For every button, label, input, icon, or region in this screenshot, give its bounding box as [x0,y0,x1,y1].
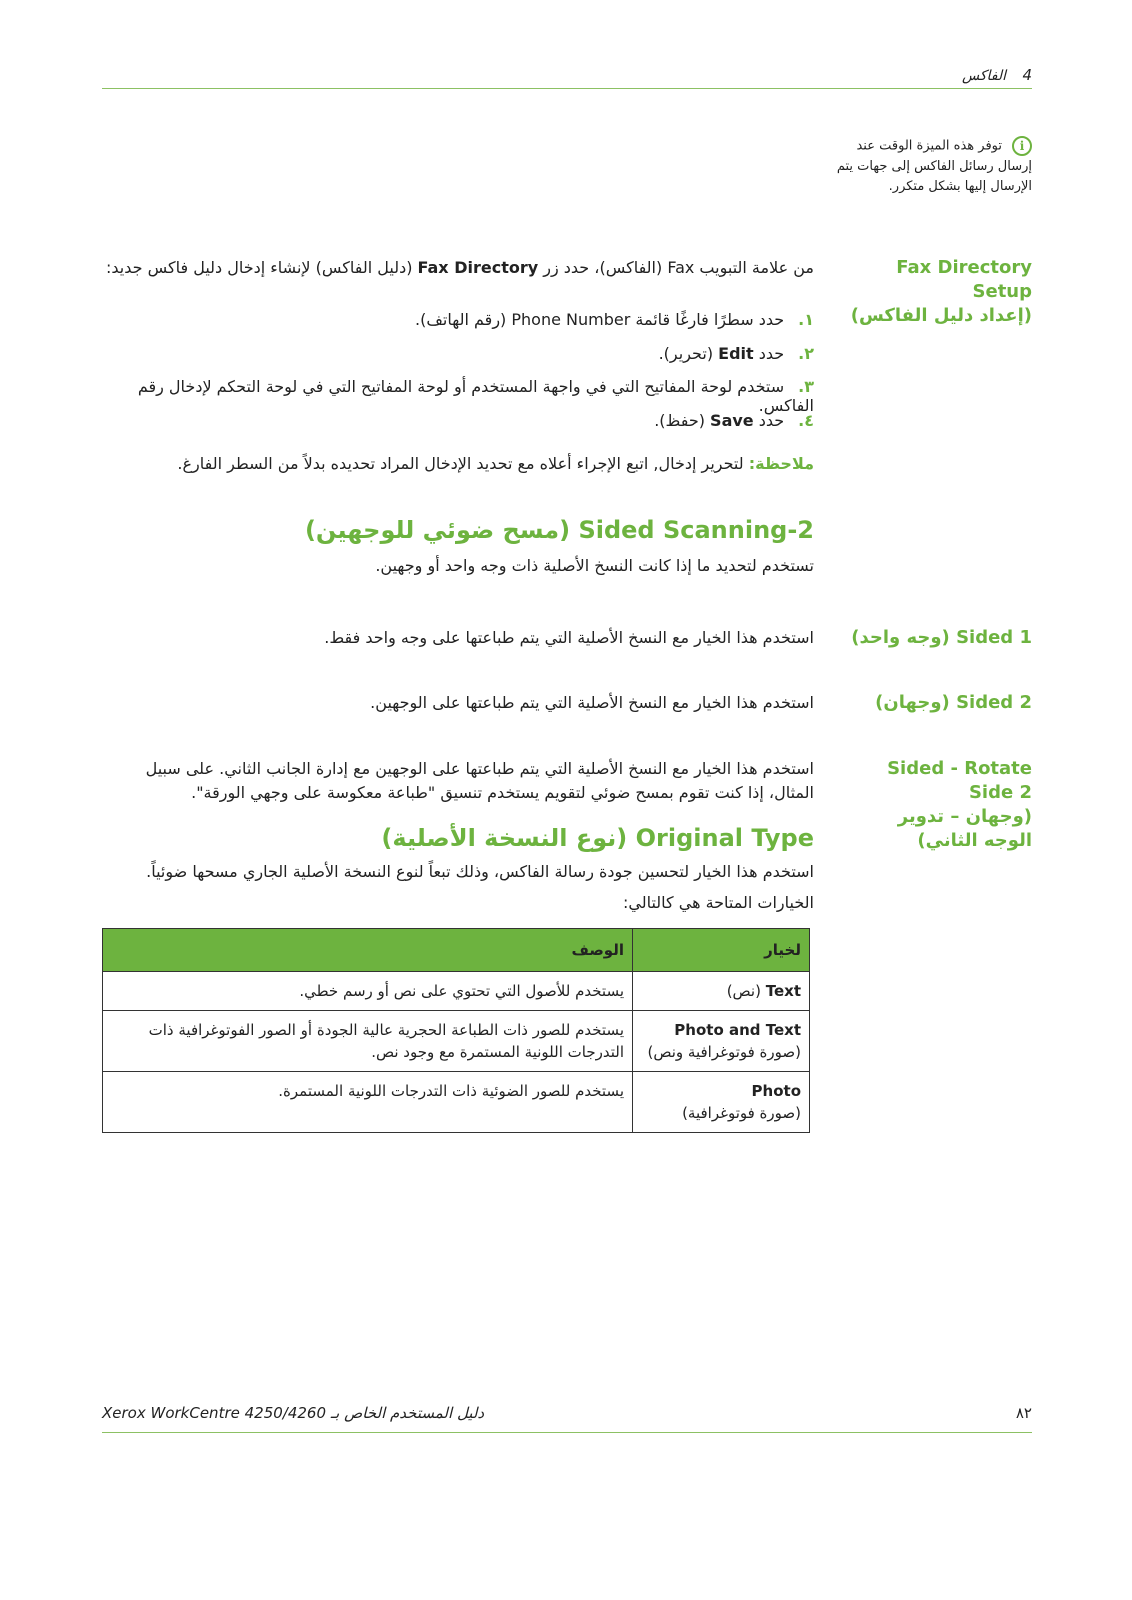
step-item [104,411,814,430]
header-section-title: الفاكس [961,68,1006,84]
option-rotate-text: استخدم هذا الخيار مع النسخ الأصلية التي يتم طباعتها على الوجهين مع إدارة الجانب الثاني. على سبيل المثال، إذا كنت تقوم بمسح ضوئي لتقويم يستخدم تنسيق "طباعة معكوسة على وجهي الورقة". [145,759,814,802]
desc-cell: يستخدم للصور الضوئية ذات التدرجات اللونية المستمرة. [103,1072,633,1133]
option-name-en: Photo [751,1082,801,1100]
step-text-post: (تحرير). [658,344,719,363]
option-1-sided-text: استخدم هذا الخيار مع النسخ الأصلية التي يتم طباعتها على وجه واحد فقط. [324,628,814,647]
option-name-en: Photo and Text [674,1021,801,1039]
step-text: حدد [753,344,785,363]
option-label-en: Sided - Rotate Side 2 [887,758,1032,803]
header-page-number: 4 [1022,66,1032,84]
footer-page-number: ٨٢ [1015,1404,1032,1422]
option-label-ar: (وجهان) [875,692,950,713]
step-number: ٢. [798,344,814,363]
intro-pre: من علامة التبويب Fax (الفاكس)، حدد زر [538,258,814,277]
option-label-en: 1 Sided [956,627,1032,648]
step-item [104,377,814,415]
desc-cell: يستخدم للصور ذات الطباعة الحجرية عالية الجودة أو الصور الفوتوغرافية ذات التدرجات اللونية المستمرة مع وجود نص. [103,1011,633,1072]
note-label: ملاحظة: [748,454,814,473]
option-cell [633,972,810,1011]
intro-post: (دليل الفاكس) لإنشاء إدخال دليل فاكس جديد: [105,258,418,277]
header-rule [102,88,1032,89]
fax-directory-heading [842,256,1032,328]
original-type-heading-en: Original Type [635,824,814,852]
info-icon: i [1012,136,1032,156]
footer-guide-title: Xerox WorkCentre 4250/4260 دليل المستخدم الخاص بـ [102,1404,485,1422]
step-bold: Save [710,411,754,430]
option-2-sided-label [842,691,1032,715]
option-label-ar: (وجه واحد) [851,627,950,648]
tip-box [832,136,1032,197]
step-text: حدد سطرًا فارغًا قائمة Phone Number (رقم الهاتف). [415,310,785,329]
table-row [103,1011,810,1072]
step-item [104,344,814,363]
original-type-heading-ar: (نوع النسخة الأصلية) [381,824,628,852]
fax-directory-intro [104,256,814,280]
option-cell [633,1011,810,1072]
option-name-ar: (نص) [726,982,761,1000]
note-text: لتحرير إدخال, اتبع الإجراء أعلاه مع تحديد الإدخال المراد تحديده بدلاً من السطر الفارغ. [177,454,749,473]
col-option-header: لخيار [633,929,810,972]
step-bold: Edit [718,344,754,363]
option-label-en: 2 Sided [956,692,1032,713]
two-sided-heading-ar: (مسح ضوئي للوجهين) [304,516,571,544]
fax-directory-heading-en: Fax Directory Setup [896,257,1032,302]
option-1-sided-label [842,626,1032,650]
option-name-ar: (صورة فوتوغرافية ونص) [647,1043,801,1061]
option-cell [633,1072,810,1133]
step-text: ستخدم لوحة المفاتيح التي في واجهة المستخدم أو لوحة المفاتيح التي في لوحة التحكم لإدخال رقم الفاكس. [137,377,814,415]
step-text-post: (حفظ). [654,411,711,430]
two-sided-desc: تستخدم لتحديد ما إذا كانت النسخ الأصلية ذات وجه واحد أو وجهين. [375,556,814,575]
desc-cell: يستخدم للأصول التي تحتوي على نص أو رسم خطي. [103,972,633,1011]
option-2-sided-text: استخدم هذا الخيار مع النسخ الأصلية التي يتم طباعتها على الوجهين. [370,693,814,712]
option-rotate-label [882,757,1032,853]
step-number: ٣. [798,377,814,396]
tip-text: توفر هذه الميزة الوقت عند إرسال رسائل الفاكس إلى جهات يتم الإرسال إليها بشكل متكرر. [836,138,1032,194]
page-header [962,66,1032,84]
option-name-en: Text [765,982,801,1000]
footer-rule [102,1432,1032,1433]
col-desc-header: الوصف [103,929,633,972]
table-row [103,972,810,1011]
two-sided-heading-en: 2-Sided Scanning [578,516,814,544]
step-text: حدد [753,411,785,430]
original-type-desc: استخدم هذا الخيار لتحسين جودة رسالة الفاكس، وذلك تبعاً لنوع النسخة الأصلية الجاري مسحها ضوئياً. [146,862,814,881]
two-sided-heading [104,516,814,544]
table-row [103,1072,810,1133]
option-name-ar: (صورة فوتوغرافية) [682,1104,801,1122]
original-type-table [102,928,810,1133]
step-item [104,310,814,329]
fax-directory-heading-ar: (إعداد دليل الفاكس) [850,305,1032,326]
original-type-heading [104,824,814,852]
table-header-row [103,929,810,972]
step-number: ٤. [798,411,814,430]
intro-bold: Fax Directory [417,258,539,277]
option-label-ar: (وجهان – تدوير الوجه الثاني) [897,806,1032,851]
step-number: ١. [798,310,814,329]
original-type-options-intro: الخيارات المتاحة هي كالتالي: [622,893,814,912]
note [104,452,814,476]
